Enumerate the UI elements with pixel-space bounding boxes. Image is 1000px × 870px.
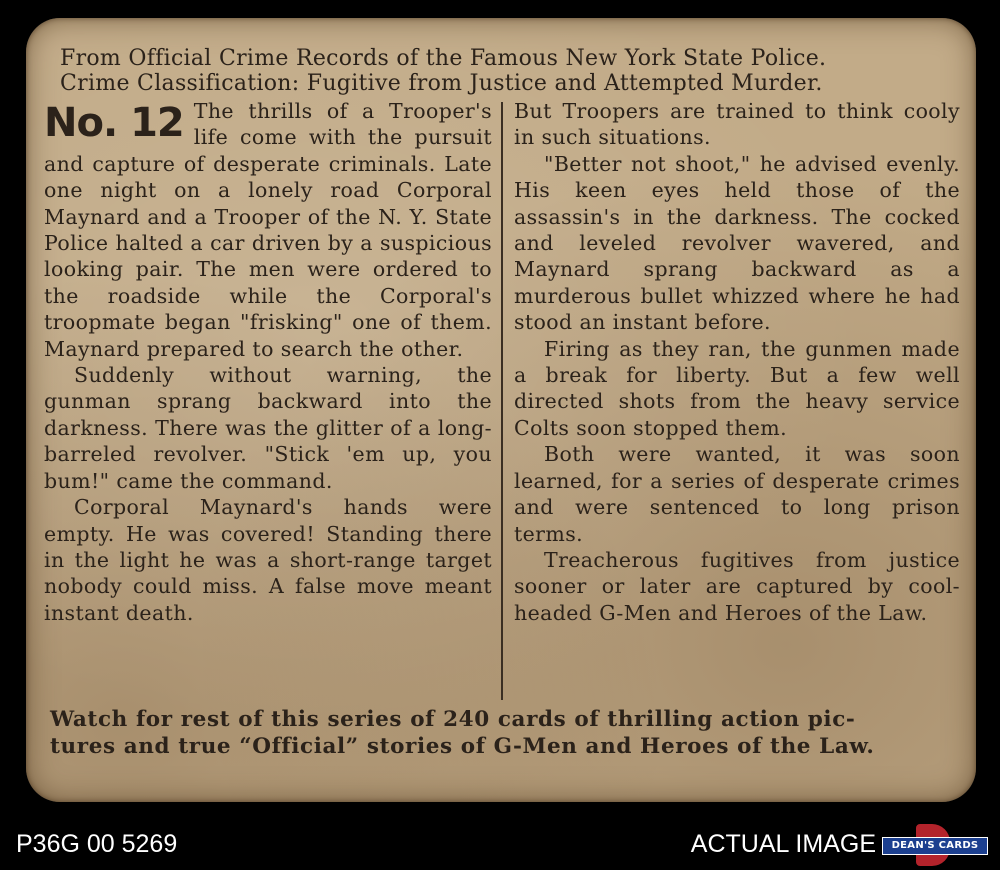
card-number: No. 12 [44, 100, 184, 146]
right-paragraph-2: "Better not shoot," he advised evenly. His keen eyes held those of the assassin's in the darkness. The cocked and leveled revolver wavered, and Maynard sprang backward as a murderous bullet whizzed where he had stood an instant before. [514, 151, 960, 335]
actual-image-label: ACTUAL IMAGE [690, 830, 876, 858]
card-footer [50, 706, 960, 760]
header-line-2: Crime Classification: Fugitive from Justice and Attempted Murder. [60, 71, 823, 96]
left-column [44, 98, 492, 626]
left-paragraph-1: The thrills of a Trooper's life come with the pursuit and capture of desperate criminals. Late one night on a lonely road Corporal Maynard and a Trooper of the N. Y. State Police halted a car driven by a suspicious looking pair. The men were ordered to the roadside while the Corporal's troopmate began "frisking" one of them. Maynard prepared to search the other. [44, 99, 492, 361]
logo-banner: DEAN'S CARDS [882, 837, 988, 855]
footer-line-1: Watch for rest of this series of 240 cards of thrilling action pic- [50, 707, 856, 732]
right-paragraph-1: But Troopers are trained to think cooly in such situations. [514, 99, 960, 150]
right-column [514, 98, 960, 626]
cert-number: P36G 00 5269 [16, 830, 178, 858]
right-paragraph-5: Treacherous fugitives from justice sooner or later are captured by cool-headed G-Men and Heroes of the Law. [514, 547, 960, 625]
right-paragraph-3: Firing as they ran, the gunmen made a break for liberty. But a few well directed shots from the heavy service Colts soon stopped them. [514, 336, 960, 440]
left-paragraph-3: Corporal Maynard's hands were empty. He was covered! Standing there in the light he was a short-range target nobody could miss. A false move meant instant death. [44, 495, 492, 625]
card-header [60, 46, 950, 96]
card-back [26, 18, 976, 802]
footer-line-2: tures and true “Official” stories of G-Men and Heroes of the Law. [50, 734, 875, 759]
deans-cards-logo [882, 824, 986, 866]
left-paragraph-2: Suddenly without warning, the gunman sprang backward into the darkness. There was the glitter of a long-barreled revolver. "Stick 'em up, you bum!" came the command. [44, 363, 492, 493]
column-divider [501, 102, 503, 700]
header-line-1: From Official Crime Records of the Famous New York State Police. [60, 46, 827, 71]
right-paragraph-4: Both were wanted, it was soon learned, for a series of desperate crimes and were sentenced to long prison terms. [514, 442, 960, 546]
